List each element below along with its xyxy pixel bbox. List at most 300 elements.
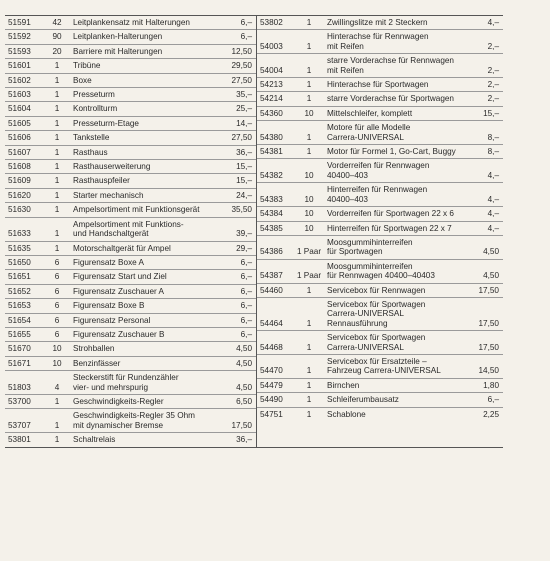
table-row xyxy=(257,221,503,235)
article-number: 51601 xyxy=(5,59,44,73)
description xyxy=(324,297,467,330)
price: 2,– xyxy=(467,54,503,78)
table-row xyxy=(5,356,256,370)
article-number: 54468 xyxy=(257,331,294,355)
article-number: 51592 xyxy=(5,30,44,44)
price: 15,– xyxy=(220,174,256,188)
table-row xyxy=(257,30,503,54)
description-line: Schablone xyxy=(327,409,366,419)
table-row xyxy=(5,188,256,202)
description xyxy=(70,371,220,395)
description xyxy=(324,221,467,235)
price: 14,50 xyxy=(467,354,503,378)
description xyxy=(70,284,220,298)
quantity: 1 xyxy=(44,409,70,433)
article-number: 51635 xyxy=(5,241,44,255)
article-number: 54490 xyxy=(257,393,294,407)
table-row xyxy=(257,407,503,421)
description-line: Steckerstift für Rundenzähler xyxy=(73,373,179,383)
price: 4,50 xyxy=(220,371,256,395)
quantity: 1 xyxy=(294,331,324,355)
quantity: 6 xyxy=(44,284,70,298)
quantity: 20 xyxy=(44,44,70,58)
table-row xyxy=(5,131,256,145)
quantity: 1 xyxy=(294,16,324,30)
description-line: mit Reifen xyxy=(327,65,364,75)
quantity: 1 xyxy=(294,297,324,330)
description-line: Motorschaltgerät für Ampel xyxy=(73,243,171,253)
description xyxy=(324,30,467,54)
quantity: 1 Paar xyxy=(294,235,324,259)
table-row xyxy=(257,283,503,297)
description xyxy=(70,44,220,58)
article-number: 51608 xyxy=(5,160,44,174)
quantity: 6 xyxy=(44,313,70,327)
table-row xyxy=(5,145,256,159)
quantity: 10 xyxy=(44,356,70,370)
quantity: 1 xyxy=(44,116,70,130)
price: 4,50 xyxy=(467,259,503,283)
description xyxy=(70,16,220,30)
price: 8,– xyxy=(467,121,503,145)
description-line: Tankstelle xyxy=(73,133,110,143)
description-line: Motore für alle Modelle xyxy=(327,123,411,133)
price: 25,– xyxy=(220,102,256,116)
price: 2,– xyxy=(467,30,503,54)
description-line: Presseturm-Etage xyxy=(73,118,139,128)
description-line: Boxe xyxy=(73,75,92,85)
description xyxy=(70,203,220,217)
article-number: 54386 xyxy=(257,235,294,259)
article-number: 54479 xyxy=(257,378,294,392)
description xyxy=(324,78,467,92)
quantity: 10 xyxy=(294,207,324,221)
article-number: 54464 xyxy=(257,297,294,330)
table-row xyxy=(5,394,256,408)
description xyxy=(70,342,220,356)
article-number: 51603 xyxy=(5,88,44,102)
article-number: 51591 xyxy=(5,16,44,30)
description-line: Leitplankensatz mit Halterungen xyxy=(73,18,190,27)
article-number: 51655 xyxy=(5,327,44,341)
article-number: 51602 xyxy=(5,73,44,87)
table-row xyxy=(5,433,256,447)
price: 36,– xyxy=(220,145,256,159)
description-line: Servicebox für Rennwagen xyxy=(327,285,426,295)
quantity: 1 xyxy=(44,145,70,159)
price: 6,– xyxy=(467,393,503,407)
quantity: 42 xyxy=(44,16,70,30)
price: 4,– xyxy=(467,207,503,221)
description-line: Zwillingslitze mit 2 Steckern xyxy=(327,18,428,27)
table-row xyxy=(257,121,503,145)
quantity: 1 xyxy=(44,203,70,217)
description-line: 40400–403 xyxy=(327,194,368,204)
description-line: starre Vorderachse für Rennwagen xyxy=(327,56,454,66)
description-line: Starter mechanisch xyxy=(73,190,144,200)
article-number: 54384 xyxy=(257,207,294,221)
quantity: 1 xyxy=(294,54,324,78)
description xyxy=(70,102,220,116)
price: 8,– xyxy=(467,145,503,159)
description-line: für Sportwagen xyxy=(327,247,383,257)
price: 17,50 xyxy=(467,297,503,330)
description-line: Vorderreifen für Rennwagen xyxy=(327,161,430,171)
table-row xyxy=(5,342,256,356)
quantity: 1 xyxy=(306,409,312,419)
quantity: 10 xyxy=(294,159,324,183)
article-number: 54380 xyxy=(257,121,294,145)
price: 4,50 xyxy=(220,356,256,370)
article-number: 51630 xyxy=(5,203,44,217)
table-row xyxy=(5,409,256,433)
quantity: 1 xyxy=(44,241,70,255)
description xyxy=(70,59,220,73)
table-row xyxy=(5,255,256,269)
description xyxy=(324,378,467,392)
article-number: 53700 xyxy=(5,394,44,408)
article-number: 54751 xyxy=(260,409,283,419)
description-line: Rasthaus xyxy=(73,147,108,157)
description-line: Moosgummihinterreifen xyxy=(327,261,413,271)
article-number: 51605 xyxy=(5,116,44,130)
price: 39,– xyxy=(220,217,256,241)
price: 15,– xyxy=(467,106,503,120)
quantity: 10 xyxy=(44,342,70,356)
description xyxy=(324,407,467,421)
article-number: 51650 xyxy=(5,255,44,269)
quantity: 1 xyxy=(44,131,70,145)
table-row xyxy=(257,331,503,355)
table-row xyxy=(5,44,256,58)
description-line: und Handschaltgerät xyxy=(73,229,149,239)
price: 4,– xyxy=(467,221,503,235)
table-row xyxy=(5,73,256,87)
description-line: Figurensatz Start und Ziel xyxy=(73,272,167,282)
description xyxy=(70,433,220,447)
description xyxy=(324,393,467,407)
quantity: 1 xyxy=(44,217,70,241)
price: 29,50 xyxy=(220,59,256,73)
table-row xyxy=(5,203,256,217)
article-number: 53802 xyxy=(257,16,294,30)
article-number: 54460 xyxy=(257,283,294,297)
table-row xyxy=(257,145,503,159)
table-row xyxy=(257,235,503,259)
price: 12,50 xyxy=(220,44,256,58)
description xyxy=(70,30,220,44)
article-number: 53707 xyxy=(5,409,44,433)
quantity: 1 xyxy=(44,59,70,73)
article-number: 54382 xyxy=(257,159,294,183)
article-number: 51654 xyxy=(5,313,44,327)
article-number: 51652 xyxy=(5,284,44,298)
quantity: 6 xyxy=(44,255,70,269)
description-line: Mittelschleifer, komplett xyxy=(327,108,413,118)
description-line: mit dynamischer Bremse xyxy=(73,420,164,430)
price: 17,50 xyxy=(467,283,503,297)
price: 29,– xyxy=(220,241,256,255)
article-number: 54003 xyxy=(257,30,294,54)
article-number: 51803 xyxy=(5,371,44,395)
quantity: 6 xyxy=(44,299,70,313)
table-row xyxy=(5,102,256,116)
article-number: 54383 xyxy=(257,183,294,207)
quantity: 1 xyxy=(294,393,324,407)
table-row xyxy=(5,217,256,241)
price: 15,– xyxy=(220,160,256,174)
quantity: 6 xyxy=(44,270,70,284)
description xyxy=(324,207,467,221)
table-row xyxy=(5,30,256,44)
description xyxy=(70,73,220,87)
article-number: 51671 xyxy=(5,356,44,370)
quantity: 4 xyxy=(44,371,70,395)
article-number: 54360 xyxy=(257,106,294,120)
description-line: Hinterreifen für Rennwagen xyxy=(327,185,428,195)
description-line: Figurensatz Boxe B xyxy=(73,301,145,311)
table-row xyxy=(257,207,503,221)
table-row xyxy=(257,159,503,183)
description-line: Figurensatz Boxe A xyxy=(73,257,144,267)
article-number: 51651 xyxy=(5,270,44,284)
description xyxy=(70,327,220,341)
description-line: starre Vorderachse für Sportwagen xyxy=(327,94,454,104)
description-line: Carrera-UNIVERSAL xyxy=(327,342,404,352)
description-line: Hinterachse für Rennwagen xyxy=(327,32,429,42)
description-line: Birnchen xyxy=(327,380,360,390)
price: 6,– xyxy=(220,299,256,313)
table-row xyxy=(257,393,503,407)
article-number: 51593 xyxy=(5,44,44,58)
description xyxy=(324,54,467,78)
quantity: 1 xyxy=(294,378,324,392)
price: 6,– xyxy=(220,270,256,284)
table-row xyxy=(257,106,503,120)
description xyxy=(70,131,220,145)
quantity: 1 xyxy=(44,394,70,408)
quantity: 1 xyxy=(294,78,324,92)
price: 4,50 xyxy=(467,235,503,259)
description-line: Ampelsortiment mit Funktions- xyxy=(73,219,184,229)
price: 2,– xyxy=(467,92,503,106)
description-line: Fahrzeug Carrera-UNIVERSAL xyxy=(327,366,441,376)
table-row xyxy=(257,92,503,106)
description-line: Servicebox für Ersatzteile – xyxy=(327,356,427,366)
table-row xyxy=(5,241,256,255)
description-line: Motor für Formel 1, Go-Cart, Buggy xyxy=(327,147,456,157)
price: 6,– xyxy=(220,16,256,30)
article-number: 51607 xyxy=(5,145,44,159)
description-line: Tribüne xyxy=(73,61,101,71)
description xyxy=(70,394,220,408)
price-list-right-column xyxy=(257,15,503,448)
description-line: Figurensatz Personal xyxy=(73,315,151,325)
table-row xyxy=(5,313,256,327)
article-number: 54004 xyxy=(257,54,294,78)
quantity: 1 xyxy=(44,174,70,188)
quantity: 1 Paar xyxy=(294,259,324,283)
article-number: 51653 xyxy=(5,299,44,313)
price: 6,– xyxy=(220,284,256,298)
description-line: Moosgummihinterreifen xyxy=(327,237,413,247)
quantity: 1 xyxy=(44,188,70,202)
table-row xyxy=(257,16,503,30)
table-row xyxy=(5,327,256,341)
description xyxy=(70,356,220,370)
description xyxy=(70,270,220,284)
price-list xyxy=(5,15,503,448)
description xyxy=(324,354,467,378)
description-line: Hinterreifen für Sportwagen 22 x 7 xyxy=(327,223,452,233)
description-line: Schleiferumbausatz xyxy=(327,395,399,405)
description xyxy=(70,241,220,255)
quantity: 10 xyxy=(294,221,324,235)
description-line: Rasthauspfeiler xyxy=(73,176,130,186)
description-line: Leitplanken-Halterungen xyxy=(73,32,163,42)
price: 17,50 xyxy=(467,331,503,355)
description-line: Presseturm xyxy=(73,90,115,100)
description xyxy=(324,145,467,159)
table-row xyxy=(5,59,256,73)
price: 2,– xyxy=(467,78,503,92)
quantity: 1 xyxy=(44,102,70,116)
description xyxy=(70,299,220,313)
price-list-left-column xyxy=(5,15,257,448)
quantity: 10 xyxy=(294,106,324,120)
quantity: 1 xyxy=(44,88,70,102)
table-row xyxy=(5,371,256,395)
table-row xyxy=(5,16,256,30)
description-line: Schaltrelais xyxy=(73,435,116,445)
article-number: 54470 xyxy=(257,354,294,378)
article-number: 51633 xyxy=(5,217,44,241)
description-line: Servicebox für Sportwagen xyxy=(327,333,426,343)
article-number: 53801 xyxy=(8,435,31,445)
article-number: 51609 xyxy=(5,174,44,188)
description xyxy=(324,92,467,106)
description-line: für Rennwagen 40400–40403 xyxy=(327,271,435,281)
quantity: 6 xyxy=(44,327,70,341)
quantity: 1 xyxy=(54,435,60,445)
description-line: Kontrollturm xyxy=(73,104,118,114)
price: 6,– xyxy=(220,30,256,44)
description xyxy=(70,88,220,102)
description xyxy=(70,409,220,433)
article-number: 54381 xyxy=(257,145,294,159)
article-number: 51620 xyxy=(5,188,44,202)
description-line: Rennausführung xyxy=(327,318,388,328)
description-line: 40400–403 xyxy=(327,170,368,180)
table-row xyxy=(5,270,256,284)
price: 4,– xyxy=(467,159,503,183)
table-row xyxy=(257,378,503,392)
price: 4,– xyxy=(467,16,503,30)
price: 27,50 xyxy=(220,73,256,87)
quantity: 1 xyxy=(44,160,70,174)
quantity: 1 xyxy=(294,354,324,378)
description-line: Carrera-UNIVERSAL xyxy=(327,309,404,319)
description-line: Strohballen xyxy=(73,344,115,354)
description xyxy=(324,235,467,259)
description-line: Hinterachse für Sportwagen xyxy=(327,80,429,90)
description-line: Figurensatz Zuschauer B xyxy=(73,329,165,339)
description-line: Figurensatz Zuschauer A xyxy=(73,286,165,296)
quantity: 10 xyxy=(294,183,324,207)
price: 6,– xyxy=(220,313,256,327)
description xyxy=(324,159,467,183)
quantity: 90 xyxy=(44,30,70,44)
price: 2,25 xyxy=(483,409,499,419)
description-line: Ampelsortiment mit Funktionsgerät xyxy=(73,205,200,215)
description xyxy=(70,313,220,327)
quantity: 1 xyxy=(294,30,324,54)
price: 35,50 xyxy=(220,203,256,217)
parts-table-left xyxy=(5,16,256,447)
description xyxy=(324,331,467,355)
table-row xyxy=(257,354,503,378)
table-row xyxy=(5,174,256,188)
description-line: Geschwindigkeits-Regler xyxy=(73,396,164,406)
price: 6,– xyxy=(220,327,256,341)
description xyxy=(70,145,220,159)
table-row xyxy=(5,284,256,298)
quantity: 1 xyxy=(294,283,324,297)
price: 14,– xyxy=(220,116,256,130)
description xyxy=(324,16,467,30)
description xyxy=(70,217,220,241)
description-line: vier- und mehrspurig xyxy=(73,382,149,392)
quantity: 1 xyxy=(294,92,324,106)
description-line: Rasthauserweiterung xyxy=(73,162,151,172)
price: 6,– xyxy=(220,255,256,269)
description-line: Servicebox für Sportwagen xyxy=(327,299,426,309)
table-row xyxy=(257,78,503,92)
description xyxy=(324,183,467,207)
table-row xyxy=(5,160,256,174)
price: 1,80 xyxy=(467,378,503,392)
description xyxy=(70,174,220,188)
article-number: 54387 xyxy=(257,259,294,283)
article-number: 54213 xyxy=(257,78,294,92)
table-row xyxy=(5,88,256,102)
quantity: 1 xyxy=(44,73,70,87)
quantity: 1 xyxy=(294,145,324,159)
price: 27,50 xyxy=(220,131,256,145)
price: 4,50 xyxy=(220,342,256,356)
table-row xyxy=(257,259,503,283)
price: 4,– xyxy=(467,183,503,207)
description-line: Benzinfässer xyxy=(73,358,121,368)
table-row xyxy=(257,54,503,78)
price: 17,50 xyxy=(220,409,256,433)
price: 24,– xyxy=(220,188,256,202)
article-number: 51670 xyxy=(5,342,44,356)
table-row xyxy=(5,299,256,313)
price: 35,– xyxy=(220,88,256,102)
article-number: 54214 xyxy=(257,92,294,106)
description xyxy=(324,121,467,145)
table-row xyxy=(257,183,503,207)
description xyxy=(70,116,220,130)
description xyxy=(324,259,467,283)
description xyxy=(324,283,467,297)
price: 6,50 xyxy=(220,394,256,408)
parts-table-right xyxy=(257,16,503,421)
quantity: 1 xyxy=(294,121,324,145)
description-line: Vorderreifen für Sportwagen 22 x 6 xyxy=(327,209,454,219)
description xyxy=(70,255,220,269)
